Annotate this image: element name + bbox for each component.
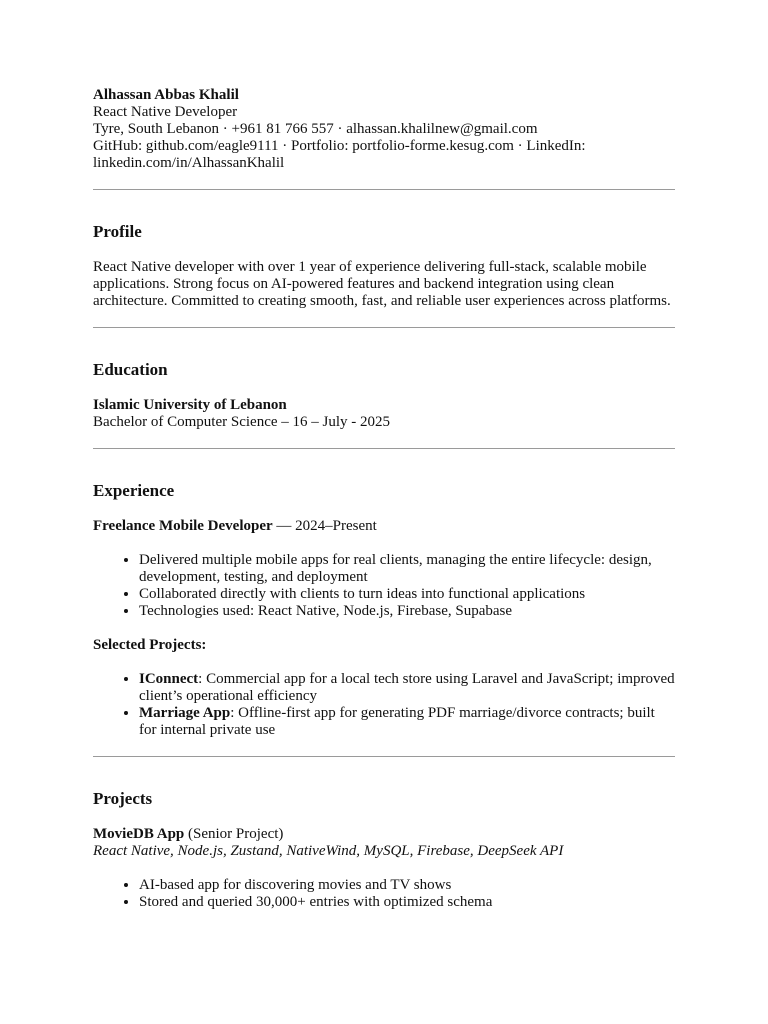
job-title-line bbox=[93, 518, 675, 535]
project-bullets bbox=[93, 877, 675, 911]
job-period: — 2024–Present bbox=[272, 518, 377, 534]
experience-heading: Experience bbox=[93, 481, 175, 500]
project-note: (Senior Project) bbox=[184, 826, 284, 842]
profile-text: React Native developer with over 1 year of experience delivering full-stack, scalable mobile applications. Strong focus on AI-powered features and backend integration using clean architecture. Committed to creating smooth, fast, and reliable user experiences across platforms. bbox=[93, 259, 671, 309]
list-item: • Technologies used: React Native, Node.js, Firebase, Supabase bbox=[139, 603, 675, 620]
list-item: • Stored and queried 30,000+ entries with optimized schema bbox=[139, 894, 675, 911]
list-item bbox=[139, 671, 675, 705]
experience-bullets bbox=[93, 552, 675, 620]
selected-projects-list bbox=[93, 671, 675, 739]
resume-header bbox=[93, 87, 675, 172]
school-name: Islamic University of Lebanon bbox=[93, 397, 287, 413]
project-name: MovieDB App bbox=[93, 826, 185, 842]
linkedin-link[interactable]: linkedin.com/in/AlhassanKhalil bbox=[93, 155, 285, 171]
linkedin-label: LinkedIn: bbox=[526, 138, 586, 154]
separator-3: · bbox=[278, 138, 292, 154]
contact-line bbox=[93, 121, 675, 138]
location-text: Tyre, South Lebanon bbox=[93, 121, 220, 137]
profile-heading: Profile bbox=[93, 222, 142, 241]
project-title-line bbox=[93, 826, 675, 843]
email-link[interactable]: alhassan.khalilnew@gmail.com bbox=[346, 121, 538, 137]
degree-text: Bachelor of Computer Science – 16 – July - 2025 bbox=[93, 414, 391, 430]
project-desc: : Offline-first app for generating PDF marriage/divorce contracts; built for internal private use bbox=[139, 705, 655, 738]
projects-heading: Projects bbox=[93, 789, 153, 808]
project-name: Marriage App bbox=[139, 705, 231, 721]
candidate-title: React Native Developer bbox=[93, 104, 238, 120]
project-stack: React Native, Node.js, Zustand, NativeWind, MySQL, Firebase, DeepSeek API bbox=[93, 843, 564, 859]
selected-projects-label: Selected Projects: bbox=[93, 637, 207, 653]
project-desc: : Commercial app for a local tech store using Laravel and JavaScript; improved client’s operational efficiency bbox=[139, 671, 675, 704]
candidate-name: Alhassan Abbas Khalil bbox=[93, 87, 239, 103]
separator-1: · bbox=[219, 121, 232, 137]
links-line bbox=[93, 138, 675, 172]
separator-2: · bbox=[333, 121, 347, 137]
separator-4: · bbox=[513, 138, 527, 154]
github-link[interactable]: github.com/eagle9111 bbox=[145, 138, 279, 154]
list-item: • Delivered multiple mobile apps for real clients, managing the entire lifecycle: design, development, testing, and deployment bbox=[139, 552, 675, 586]
portfolio-link[interactable]: portfolio-forme.kesug.com bbox=[352, 138, 514, 154]
list-item bbox=[139, 705, 675, 739]
education-heading: Education bbox=[93, 360, 168, 379]
project-name: IConnect bbox=[139, 671, 199, 687]
job-role: Freelance Mobile Developer bbox=[93, 518, 273, 534]
portfolio-label: Portfolio: bbox=[291, 138, 349, 154]
list-item: • Collaborated directly with clients to turn ideas into functional applications bbox=[139, 586, 675, 603]
resume-page bbox=[93, 87, 675, 911]
github-label: GitHub: bbox=[93, 138, 143, 154]
phone-text: +961 81 766 557 bbox=[231, 121, 334, 137]
list-item: • AI-based app for discovering movies and TV shows bbox=[139, 877, 675, 894]
